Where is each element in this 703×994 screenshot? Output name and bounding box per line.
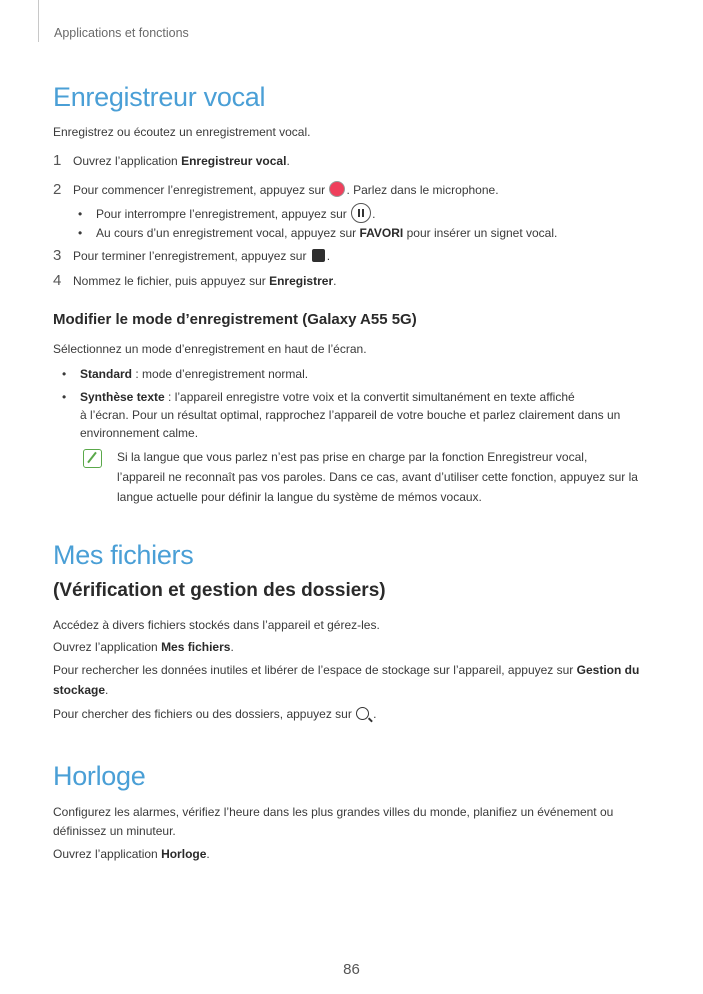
page-number: 86 [343, 961, 360, 978]
header-rule [38, 0, 39, 42]
pause-icon [351, 203, 371, 223]
step-1 [53, 152, 290, 170]
p-text: Pour chercher des fichiers ou des dossiers, appuyez sur [53, 707, 356, 721]
step-end: . [326, 249, 331, 263]
note-line: l’appareil ne reconnaît pas vos paroles. Dans ce cas, avant d’utiliser cette fonction, appuyez sur la [117, 470, 638, 484]
p-end: . [230, 640, 234, 654]
step-3 [53, 247, 330, 265]
my-files-p3-cont [53, 680, 653, 700]
step-text: Ouvrez l’application [73, 154, 182, 168]
clock-title: Horloge [53, 761, 146, 791]
sub-end: . [372, 207, 376, 221]
mode-standard-text: : mode d’enregistrement normal. [132, 367, 309, 381]
note-line: langue actuelle pour définir la langue du système de mémos vocaux. [117, 490, 482, 504]
my-files-p3 [53, 660, 653, 680]
step-4 [53, 272, 336, 290]
p-text: Ouvrez l’application [53, 640, 162, 654]
step-number: 1 [53, 152, 62, 169]
p-end: . [105, 683, 109, 697]
step-2-sub-1: • Pour interrompre l’enregistrement, appuyez sur . [78, 203, 375, 223]
p-end: . [373, 707, 377, 721]
search-icon [356, 707, 369, 720]
save-label: Enregistrer [269, 274, 334, 288]
step-2-sub-2: • Au cours d’un enregistrement vocal, appuyez sur FAVORI pour insérer un signet vocal. [78, 226, 558, 240]
clock-p1-line2: définissez un minuteur. [53, 824, 176, 838]
step-end: . [286, 154, 290, 168]
app-name: Mes fichiers [161, 640, 231, 654]
clock-p1-line1: Configurez les alarmes, vérifiez l’heure dans les plus grandes villes du monde, planifiez un événement ou [53, 805, 614, 819]
my-files-p4 [53, 704, 653, 724]
clock-p2 [53, 844, 653, 864]
mode-synthesis-line-3: environnement calme. [80, 426, 199, 440]
step-2 [53, 181, 499, 199]
p-end: . [206, 847, 210, 861]
recording-mode-intro: Sélectionnez un mode d’enregistrement en haut de l’écran. [53, 342, 367, 356]
step-end: . Parlez dans le microphone. [346, 183, 499, 197]
note-line: Si la langue que vous parlez n’est pas prise en charge par la fonction Enregistreur vocal, [117, 450, 588, 464]
mode-standard: • Standard : mode d’enregistrement normal. [62, 367, 309, 381]
mode-synthesis-line-2: à l’écran. Pour un résultat optimal, rapprochez l’appareil de votre bouche et parlez clairement dans un [80, 408, 621, 422]
step-number: 2 [53, 181, 62, 198]
storage-label-cont: stockage [53, 683, 106, 697]
sub-end: pour insérer un signet vocal. [403, 226, 558, 240]
mode-synthesis-label: Synthèse texte [80, 390, 165, 404]
record-icon [329, 181, 345, 197]
step-end: . [333, 274, 337, 288]
my-files-p1: Accédez à divers fichiers stockés dans l’appareil et gérez-les. [53, 618, 380, 632]
step-text: Pour terminer l’enregistrement, appuyez sur [73, 249, 310, 263]
voice-intro: Enregistrez ou écoutez un enregistrement vocal. [53, 125, 311, 139]
section-header: Applications et fonctions [54, 26, 189, 40]
sub-text: Pour interrompre l’enregistrement, appuyez sur [96, 207, 351, 221]
step-text: Pour commencer l’enregistrement, appuyez sur [73, 183, 329, 197]
step-text: Nommez le fichier, puis appuyez sur [73, 274, 270, 288]
app-name: Enregistreur vocal [181, 154, 287, 168]
language-note [117, 447, 657, 507]
note-icon [83, 449, 102, 468]
recording-mode-title: Modifier le mode d’enregistrement (Galaxy A55 5G) [53, 311, 417, 328]
mode-standard-label: Standard [80, 367, 133, 381]
storage-label: Gestion du [576, 663, 640, 677]
my-files-title: Mes fichiers [53, 540, 194, 570]
mode-synthesis-line: : l’appareil enregistre votre voix et la convertit simultanément en texte affiché [164, 390, 575, 404]
step-number: 4 [53, 272, 62, 289]
voice-recorder-title: Enregistreur vocal [53, 82, 266, 112]
p-text: Ouvrez l’application [53, 847, 162, 861]
sub-text: Au cours d’un enregistrement vocal, appuyez sur [96, 226, 360, 240]
step-number: 3 [53, 247, 62, 264]
mode-synthesis: • Synthèse texte : l’appareil enregistre votre voix et la convertit simultanément en texte affiché [62, 390, 575, 404]
app-name: Horloge [161, 847, 207, 861]
p-text: Pour rechercher les données inutiles et libérer de l’espace de stockage sur l’appareil, appuyez sur [53, 663, 577, 677]
my-files-subtitle: (Vérification et gestion des dossiers) [53, 580, 386, 601]
stop-icon [312, 249, 325, 262]
favori-label: FAVORI [359, 226, 404, 240]
my-files-p2 [53, 637, 653, 657]
